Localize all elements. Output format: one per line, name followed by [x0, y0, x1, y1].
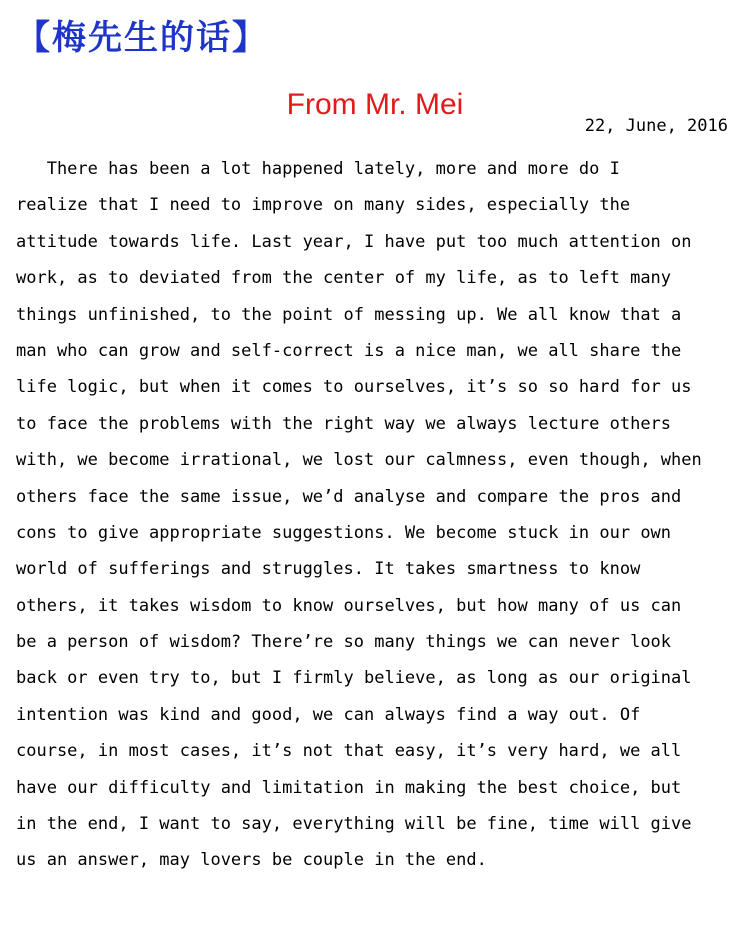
body-line: world of sufferings and struggles. It takes smartness to know: [16, 559, 641, 580]
english-title: From Mr. Mei: [286, 88, 464, 121]
body-line: There has been a lot happened lately, more and more do I: [16, 159, 620, 179]
body-line: us an answer, may lovers be couple in the end.: [16, 850, 487, 871]
body-line: back or even try to, but I firmly believe, as long as our original: [16, 668, 692, 689]
body-line: have our difficulty and limitation in making the best choice, but: [16, 777, 682, 798]
body-line: cons to give appropriate suggestions. We become stuck in our own: [16, 522, 672, 543]
body-line: man who can grow and self-correct is a nice man, we all share the: [16, 340, 682, 361]
body-line: in the end, I want to say, everything will be fine, time will give: [16, 814, 692, 835]
body-line: life logic, but when it comes to ourselves, it’s so so hard for us: [16, 377, 692, 398]
letter-body: [16, 151, 734, 879]
body-line: others face the same issue, we’d analyse and compare the pros and: [16, 486, 682, 507]
body-line: intention was kind and good, we can always find a way out. Of: [16, 704, 641, 725]
body-line: others, it takes wisdom to know ourselves, but how many of us can: [16, 595, 682, 616]
body-line: with, we become irrational, we lost our calmness, even though, when: [16, 450, 702, 471]
body-line: course, in most cases, it’s not that easy, it’s very hard, we all: [16, 741, 682, 762]
chinese-title: 【梅先生的话】: [16, 18, 268, 58]
body-line: be a person of wisdom? There’re so many things we can never look: [16, 632, 672, 653]
body-line: things unfinished, to the point of messing up. We all know that a: [16, 304, 682, 325]
date-line: 22, June, 2016: [584, 116, 728, 136]
body-line: to face the problems with the right way we always lecture others: [16, 413, 672, 434]
body-line: attitude towards life. Last year, I have put too much attention on: [16, 231, 692, 252]
body-line: work, as to deviated from the center of my life, as to left many: [16, 268, 672, 289]
body-line: realize that I need to improve on many sides, especially the: [16, 195, 631, 216]
